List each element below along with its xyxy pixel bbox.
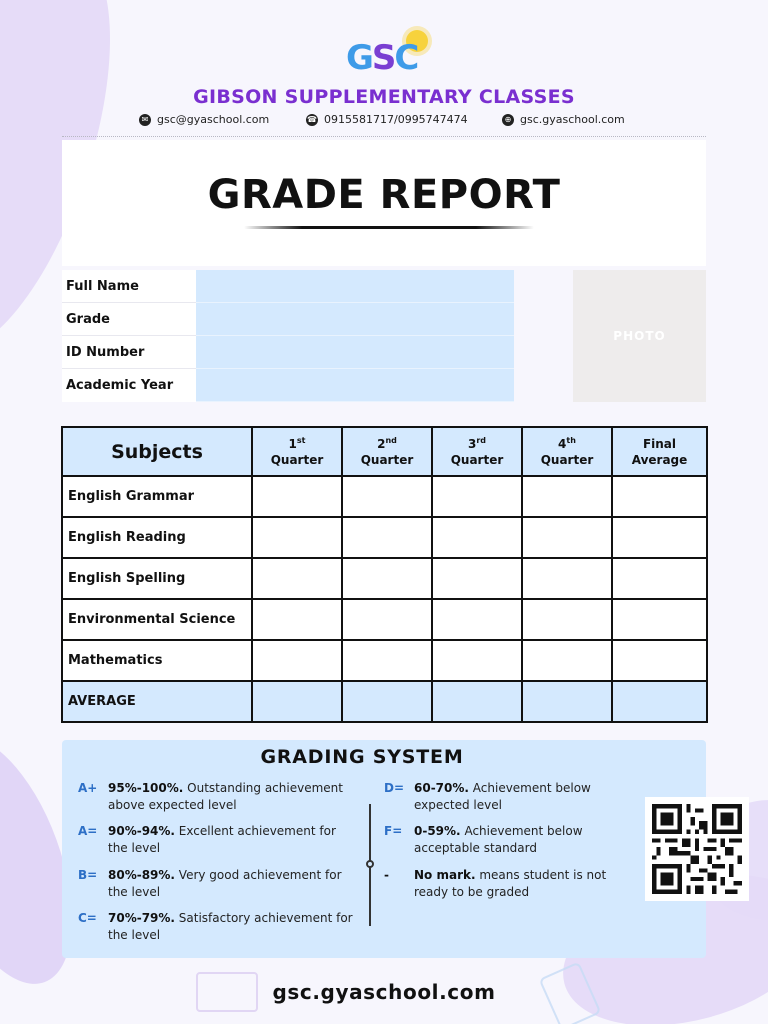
email-icon: ✉	[139, 114, 151, 126]
id-number-field[interactable]	[196, 336, 514, 369]
grade-scale-item	[78, 867, 358, 901]
title-panel	[62, 140, 706, 266]
grade-desc: 60-70%. Achievement below expected level	[414, 781, 591, 812]
grading-system-title: GRADING SYSTEM	[260, 746, 464, 768]
grade-cell[interactable]	[612, 599, 707, 640]
grade-cell[interactable]	[522, 517, 612, 558]
grade-cell[interactable]	[342, 599, 432, 640]
grade-cell[interactable]	[522, 640, 612, 681]
title-underline	[244, 226, 534, 229]
grade-scale-item	[384, 823, 634, 857]
average-label: AVERAGE	[62, 681, 252, 722]
header-divider	[62, 136, 706, 137]
footer-website[interactable]: gsc.gyaschool.com	[272, 980, 496, 1004]
average-cell[interactable]	[522, 681, 612, 722]
info-label: Academic Year	[62, 369, 196, 402]
grade-desc: 0-59%. Achievement below acceptable standard	[414, 824, 583, 855]
quarter-header-4: 4th Quarter	[522, 427, 612, 476]
info-label: Grade	[62, 303, 196, 336]
info-label: ID Number	[62, 336, 196, 369]
grade-key: B=	[78, 868, 98, 882]
grade-cell[interactable]	[342, 476, 432, 517]
grade-cell[interactable]	[252, 599, 342, 640]
grade-cell[interactable]	[252, 640, 342, 681]
subject-name: Environmental Science	[62, 599, 252, 640]
grade-cell[interactable]	[252, 476, 342, 517]
average-cell[interactable]	[612, 681, 707, 722]
grade-cell[interactable]	[252, 517, 342, 558]
grade-cell[interactable]	[522, 558, 612, 599]
grade-desc: No mark. means student is not ready to be graded	[414, 868, 607, 899]
grade-cell[interactable]	[432, 640, 522, 681]
table-row	[62, 476, 707, 517]
school-name: GIBSON SUPPLEMENTARY CLASSES	[193, 86, 575, 108]
average-cell[interactable]	[252, 681, 342, 722]
average-row	[62, 681, 707, 722]
average-cell[interactable]	[432, 681, 522, 722]
full-name-field[interactable]	[196, 270, 514, 303]
email-text: gsc@gyaschool.com	[157, 113, 270, 126]
table-header-row	[62, 427, 707, 476]
grade-scale-item	[78, 823, 358, 857]
phone-text: 0915581717/0995747474	[324, 113, 468, 126]
final-average-header: Final Average	[612, 427, 707, 476]
info-row-academic-year	[62, 369, 514, 402]
table-row	[62, 517, 707, 558]
grade-desc: 95%-100%. Outstanding achievement above expected level	[108, 781, 343, 812]
quarter-header-1: 1st Quarter	[252, 427, 342, 476]
phone-icon: ☎	[307, 114, 317, 124]
grade-key: A+	[78, 781, 98, 795]
grade-cell[interactable]	[522, 476, 612, 517]
info-row-full-name	[62, 270, 514, 303]
logo-letters: GSC	[346, 38, 418, 78]
subject-name: English Spelling	[62, 558, 252, 599]
photo-placeholder[interactable]	[573, 270, 706, 402]
info-row-grade	[62, 303, 514, 336]
page-title: GRADE REPORT	[207, 172, 561, 218]
info-row-id-number	[62, 336, 514, 369]
grade-cell[interactable]	[432, 599, 522, 640]
subject-name: English Reading	[62, 517, 252, 558]
table-row	[62, 640, 707, 681]
grade-scale-item	[384, 780, 634, 814]
grade-cell[interactable]	[612, 558, 707, 599]
table-row	[62, 599, 707, 640]
qr-code-graphic	[652, 804, 742, 894]
subject-name: Mathematics	[62, 640, 252, 681]
grade-desc: 70%-79%. Satisfactory achievement for the level	[108, 911, 353, 942]
quarter-header-2: 2nd Quarter	[342, 427, 432, 476]
qr-code-icon[interactable]	[645, 797, 749, 901]
school-logo	[340, 28, 436, 84]
grade-desc: 90%-94%. Excellent achievement for the level	[108, 824, 336, 855]
grade-key: C=	[78, 911, 97, 925]
subjects-header: Subjects	[62, 427, 252, 476]
info-label: Full Name	[62, 270, 196, 303]
grade-cell[interactable]	[252, 558, 342, 599]
grade-desc: 80%-89%. Very good achievement for the level	[108, 868, 342, 899]
grade-key: A=	[78, 824, 98, 838]
academic-year-field[interactable]	[196, 369, 514, 402]
subject-name: English Grammar	[62, 476, 252, 517]
grade-field[interactable]	[196, 303, 514, 336]
student-info	[62, 270, 514, 402]
grade-cell[interactable]	[432, 476, 522, 517]
grade-cell[interactable]	[342, 558, 432, 599]
website-text: gsc.gyaschool.com	[520, 113, 625, 126]
contact-website	[502, 113, 625, 126]
column-divider-dot	[366, 860, 374, 868]
grade-cell[interactable]	[522, 599, 612, 640]
grades-table	[61, 426, 708, 723]
grading-system-panel	[62, 740, 706, 958]
contact-phone	[306, 113, 468, 126]
grade-cell[interactable]	[342, 640, 432, 681]
grade-scale-item	[78, 780, 358, 814]
grade-key: -	[384, 868, 389, 882]
grade-cell[interactable]	[342, 517, 432, 558]
grade-cell[interactable]	[612, 640, 707, 681]
table-row	[62, 558, 707, 599]
quarter-header-3: 3rd Quarter	[432, 427, 522, 476]
grade-cell[interactable]	[612, 476, 707, 517]
contact-email	[139, 113, 269, 126]
grade-scale-item	[384, 867, 634, 901]
grade-cell[interactable]	[612, 517, 707, 558]
photo-label: PHOTO	[613, 329, 666, 343]
grade-scale-item	[78, 910, 362, 944]
grade-key: F=	[384, 824, 403, 838]
grade-cell[interactable]	[432, 517, 522, 558]
average-cell[interactable]	[342, 681, 432, 722]
globe-icon: ⊕	[502, 114, 514, 126]
grade-key: D=	[384, 781, 405, 795]
grade-cell[interactable]	[432, 558, 522, 599]
